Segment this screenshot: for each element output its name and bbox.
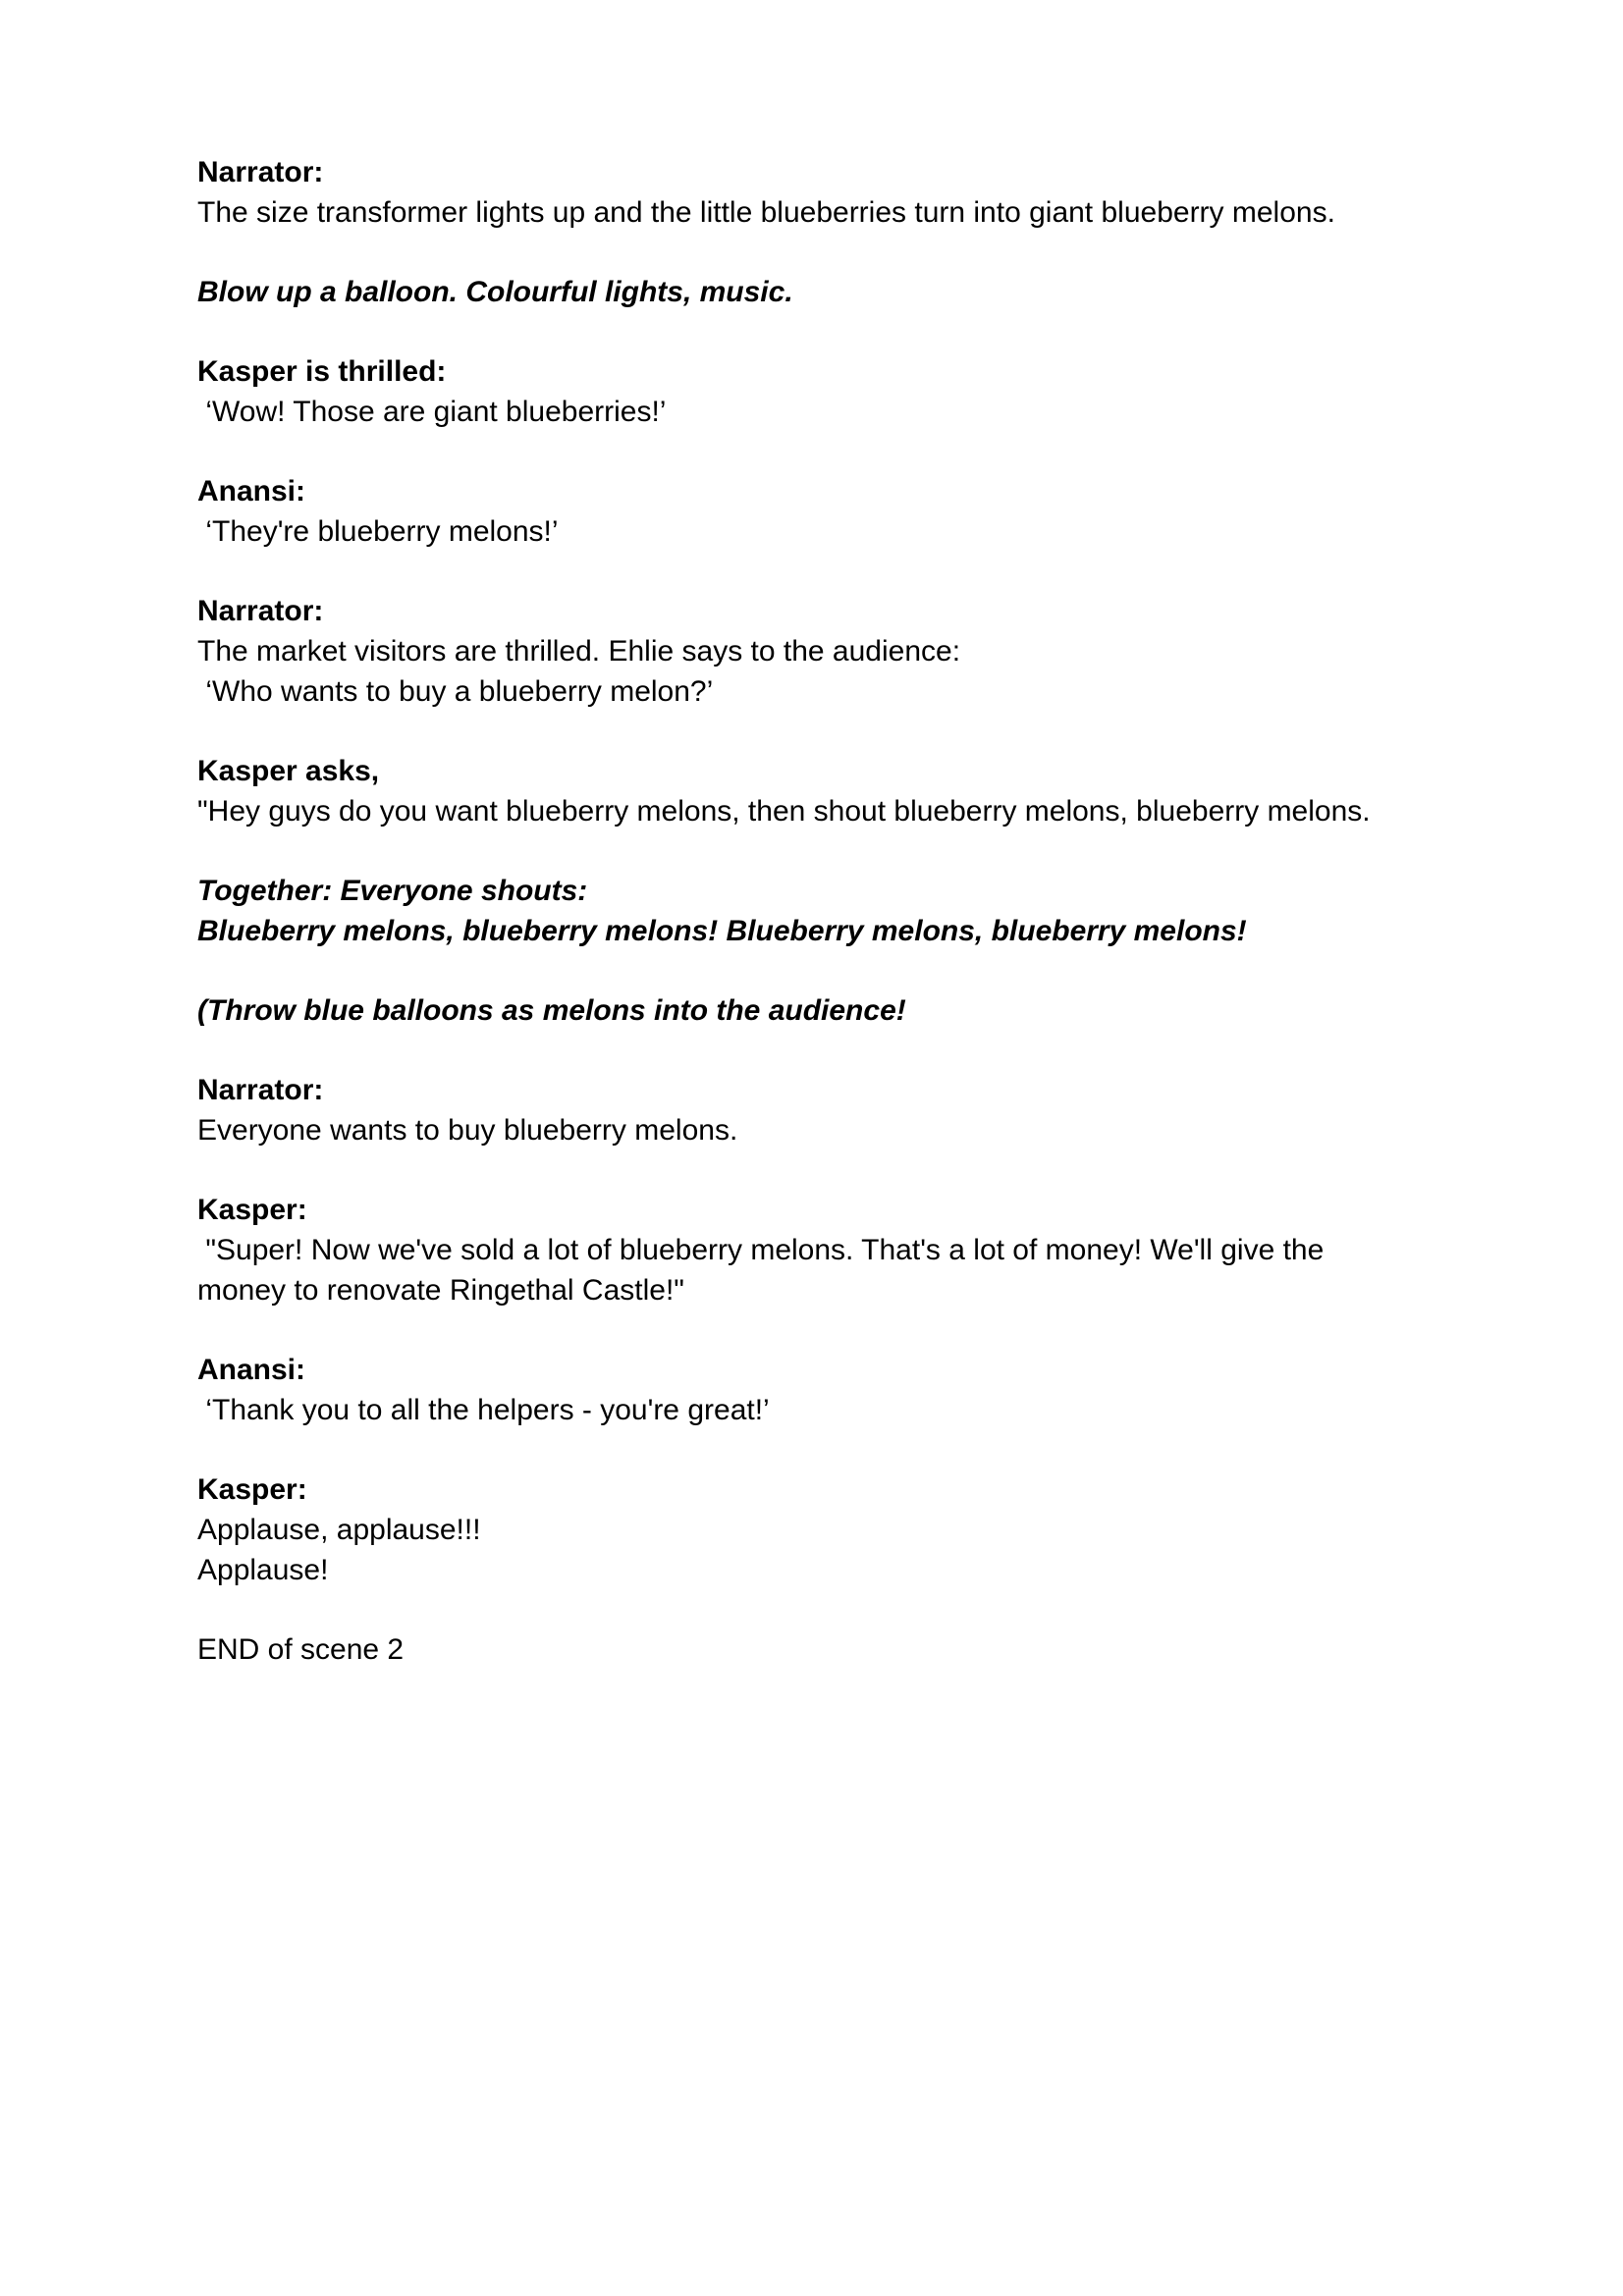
block-end [197, 1629, 1454, 1670]
dialogue-line: ‘Who wants to buy a blueberry melon?’ [197, 675, 714, 708]
speaker-label: Kasper is thrilled: [197, 355, 447, 388]
speaker-label: Kasper: [197, 1194, 307, 1226]
dialogue-line: ‘They're blueberry melons!’ [197, 515, 559, 548]
speaker-label: Anansi: [197, 475, 306, 507]
block-stage-direction-2 [197, 990, 1454, 1031]
dialogue-line: "Hey guys do you want blueberry melons, then shout blueberry melons, blueberry melons. [197, 795, 1371, 828]
block-kasper-thrilled [197, 351, 1454, 432]
block-anansi-1 [197, 471, 1454, 552]
stage-direction: Blow up a balloon. Colourful lights, music. [197, 276, 793, 308]
stage-direction: (Throw blue balloons as melons into the audience! [197, 994, 906, 1027]
block-narrator-2 [197, 591, 1454, 712]
dialogue-line: "Super! Now we've sold a lot of blueberry melons. That's a lot of money! We'll give the [197, 1234, 1325, 1266]
block-kasper-2 [197, 1469, 1454, 1590]
block-narrator-1 [197, 152, 1454, 233]
end-of-scene: END of scene 2 [197, 1633, 405, 1666]
block-kasper-1 [197, 1190, 1454, 1310]
stage-direction: Blueberry melons, blueberry melons! Blueberry melons, blueberry melons! [197, 915, 1247, 947]
dialogue-line: The market visitors are thrilled. Ehlie says to the audience: [197, 635, 961, 667]
block-anansi-2 [197, 1350, 1454, 1430]
block-stage-direction-1 [197, 272, 1454, 312]
dialogue-line: ‘Wow! Those are giant blueberries!’ [197, 396, 667, 428]
dialogue-line: ‘Thank you to all the helpers - you're great!’ [197, 1394, 770, 1426]
dialogue-line: Applause! [197, 1554, 329, 1586]
block-together [197, 871, 1454, 951]
speaker-label: Anansi: [197, 1354, 306, 1386]
block-narrator-3 [197, 1070, 1454, 1150]
dialogue-line: The size transformer lights up and the little blueberries turn into giant blueberry melons. [197, 196, 1335, 229]
speaker-label: Narrator: [197, 156, 324, 188]
speaker-label: Narrator: [197, 1074, 324, 1106]
stage-direction: Together: Everyone shouts: [197, 875, 588, 907]
script-body [197, 152, 1454, 1709]
dialogue-line: money to renovate Ringethal Castle!" [197, 1274, 684, 1307]
dialogue-line: Applause, applause!!! [197, 1514, 481, 1546]
speaker-label: Kasper: [197, 1473, 307, 1506]
block-kasper-asks [197, 751, 1454, 831]
dialogue-line: Everyone wants to buy blueberry melons. [197, 1114, 738, 1147]
speaker-label: Kasper asks, [197, 755, 380, 787]
speaker-label: Narrator: [197, 595, 324, 627]
